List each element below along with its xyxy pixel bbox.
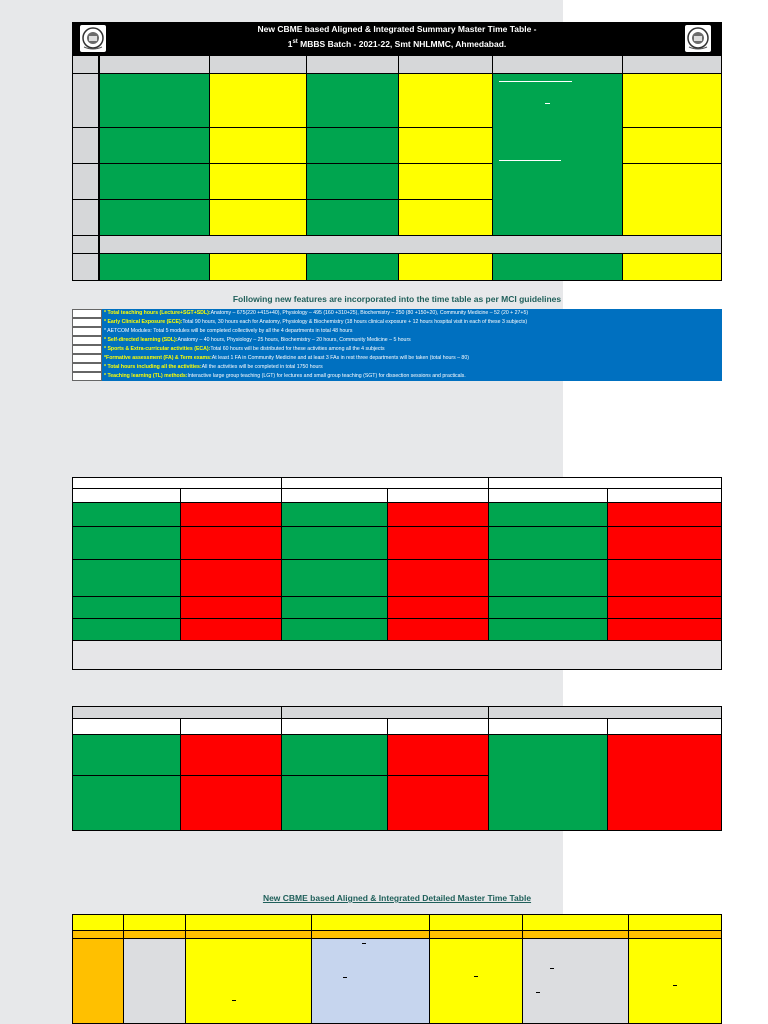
summary-header-bar [72, 22, 722, 56]
header-cell [628, 914, 722, 931]
slot-cell [398, 163, 493, 200]
slot-cell [72, 526, 181, 560]
batch-year-suffix: st [292, 39, 298, 45]
footer-row [72, 640, 722, 670]
dash-mark [536, 992, 540, 993]
day-cell [72, 938, 124, 1024]
sub-header [607, 488, 722, 503]
slot-cell [99, 73, 210, 128]
divider-line [499, 160, 561, 161]
summary-title-line1: New CBME based Aligned & Integrated Summary Master Time Table - [257, 24, 537, 34]
slot-cell [99, 199, 210, 236]
slot-cell [488, 526, 608, 560]
slot-cell [281, 502, 388, 527]
slot-cell [209, 73, 307, 128]
slot-cell [387, 526, 489, 560]
feature-text [102, 372, 722, 381]
feature-item [72, 345, 722, 354]
header-cell [306, 55, 399, 74]
sub-header [72, 718, 181, 735]
slot-cell [607, 559, 722, 597]
detailed-table-title: New CBME based Aligned & Integrated Detailed Master Time Table [262, 893, 532, 903]
slot-cell [387, 596, 489, 619]
slot-cell [180, 596, 282, 619]
feature-item [72, 309, 722, 318]
feature-item [72, 336, 722, 345]
feature-item [72, 318, 722, 327]
batch-title-rest: MBBS Batch - 2021-22, Smt NHLMMC, Ahmedabad. [297, 38, 507, 49]
slot-cell [398, 253, 493, 281]
feature-item [72, 363, 722, 372]
sub-header [488, 718, 608, 735]
slot-cell [209, 163, 307, 200]
slot-cell [622, 163, 722, 236]
slot-cell [281, 559, 388, 597]
slot-cell [180, 526, 282, 560]
slot-cell [387, 502, 489, 527]
feature-detail: Total 60 hours will be distributed for these activities among all the 4 subjects [210, 346, 385, 352]
feature-detail: At least 1 FA in Community Medicine and at least 3 FAs in rest three departments will be taken (total hours – 80) [211, 355, 469, 361]
feature-item [72, 372, 722, 381]
slot-cell [306, 253, 399, 281]
slot-cell [387, 775, 489, 831]
dash-mark [362, 943, 366, 944]
slot-cell [281, 734, 388, 776]
header-cell [185, 914, 312, 931]
header-cell [429, 914, 523, 931]
time-cell [72, 253, 99, 281]
slot-cell [607, 618, 722, 641]
feature-item [72, 354, 722, 363]
feature-label: *Formative assessment (FA) & Term exams: [104, 355, 212, 361]
feature-detail: Interactive large group teaching (LGT) for lectures and small group teaching (SGT) for dissection sessions and practicals. [187, 373, 466, 379]
sub-header [180, 718, 282, 735]
slot-cell [180, 502, 282, 527]
slot-cell [72, 618, 181, 641]
slot-cell [306, 73, 399, 128]
feature-text [102, 327, 722, 336]
feature-index-cell [72, 372, 102, 381]
sub-header [72, 488, 181, 503]
slot-cell [622, 127, 722, 164]
time-cell [72, 127, 99, 164]
slot-cell [398, 73, 493, 128]
sub-header [281, 718, 388, 735]
slot-cell [281, 526, 388, 560]
sub-header [281, 488, 388, 503]
feature-index-cell [72, 345, 102, 354]
sub-header [488, 488, 608, 503]
header-cell [72, 914, 124, 931]
feature-label: * Total hours including all the activities: [104, 364, 202, 370]
dash-mark [673, 985, 677, 986]
feature-detail: Total 90 hours, 30 hours each for Anatomy, Physiology & Biochemistry (18 hours clinical exposure + 12 hours hospital visit in each of these 3 subjects) [182, 319, 528, 325]
header-cell [72, 55, 99, 74]
slot-cell [398, 199, 493, 236]
slot-cell [306, 163, 399, 200]
header-cell [123, 914, 186, 931]
feature-text [102, 363, 722, 372]
batch-year-number: 1 [287, 38, 293, 49]
slot-cell [488, 618, 608, 641]
slot-cell [607, 526, 722, 560]
feature-text [102, 318, 722, 327]
time-cell [72, 73, 99, 128]
slot-cell [72, 596, 181, 619]
feature-index-cell [72, 336, 102, 345]
slot-cell [209, 253, 307, 281]
slot-cell [180, 775, 282, 831]
slot-cell-merged [607, 734, 722, 831]
slot-cell [488, 502, 608, 527]
slot-cell [123, 938, 186, 1024]
feature-index-cell [72, 309, 102, 318]
feature-text [102, 336, 722, 345]
feature-label: * Teaching learning (TL) methods: [104, 373, 188, 379]
feature-label: * Early Clinical Exposure (ECE): [104, 319, 183, 325]
slot-cell [387, 559, 489, 597]
header-cell [209, 55, 307, 74]
slot-cell [281, 775, 388, 831]
slot-cell [99, 253, 210, 281]
sub-header [607, 718, 722, 735]
slot-cell [311, 938, 430, 1024]
slot-cell [72, 775, 181, 831]
slot-cell [628, 938, 722, 1024]
feature-label: * Sports & Extra-curricular activities (ECA): [104, 346, 211, 352]
feature-detail: Anatomy – 675(220 +415+40), Physiology – 495 (160 +310+25), Biochemistry – 250 (80 +150+20), Community Medicine – 52 (20 + 27+5) [210, 310, 529, 316]
slot-cell [522, 938, 629, 1024]
college-logo-right-icon [685, 25, 711, 52]
feature-index-cell [72, 327, 102, 336]
break-row [99, 235, 722, 254]
summary-title [72, 23, 722, 51]
slot-cell [622, 253, 722, 281]
sub-header [387, 488, 489, 503]
header-cell [311, 914, 430, 931]
slot-cell [99, 163, 210, 200]
slot-cell [398, 127, 493, 164]
feature-label: * Self-directed learning (SDL): [104, 337, 178, 343]
feature-index-cell [72, 363, 102, 372]
slot-cell [72, 502, 181, 527]
summary-title-line2 [72, 36, 722, 51]
feature-detail: All the activities will be completed in total 1750 hours [201, 364, 323, 370]
sub-header [180, 488, 282, 503]
slot-cell [281, 618, 388, 641]
slot-cell [306, 127, 399, 164]
slot-cell [387, 734, 489, 776]
slot-cell-merged [488, 734, 608, 831]
slot-cell [180, 618, 282, 641]
slot-cell [180, 734, 282, 776]
slot-cell [488, 596, 608, 619]
feature-label: * Total teaching hours (Lecture+SGT+SDL): [104, 310, 211, 316]
time-cell [72, 163, 99, 200]
feature-text [102, 309, 722, 318]
slot-cell [387, 618, 489, 641]
feature-text [102, 354, 722, 363]
feature-index-cell [72, 354, 102, 363]
time-cell [72, 199, 99, 236]
features-title: Following new features are incorporated into the time table as per MCI guidelines [232, 294, 562, 304]
slot-cell-merged [492, 73, 623, 236]
header-cell [622, 55, 722, 74]
slot-cell [209, 199, 307, 236]
header-cell [398, 55, 493, 74]
dash-mark [550, 968, 554, 969]
slot-cell [180, 559, 282, 597]
slot-cell [185, 938, 312, 1024]
dash-mark [343, 977, 347, 978]
slot-cell [488, 559, 608, 597]
slot-cell [429, 938, 523, 1024]
feature-index-cell [72, 318, 102, 327]
slot-cell [306, 199, 399, 236]
slot-cell [281, 596, 388, 619]
slot-cell [72, 559, 181, 597]
divider-mark [545, 103, 550, 104]
divider-line [499, 81, 572, 82]
slot-cell [607, 502, 722, 527]
header-cell [99, 55, 210, 74]
feature-item [72, 327, 722, 336]
slot-cell [99, 127, 210, 164]
slot-cell [72, 734, 181, 776]
feature-detail: Anatomy – 40 hours, Physiology – 25 hours, Biochemistry – 20 hours, Community Medicine – 5 hours [177, 337, 411, 343]
sub-header [387, 718, 489, 735]
dash-mark [232, 1000, 236, 1001]
slot-cell [622, 73, 722, 128]
slot-cell [209, 127, 307, 164]
time-cell [72, 235, 99, 254]
header-cell [522, 914, 629, 931]
feature-detail: * AETCOM Modules: Total 5 modules will be completed collectively by all the 4 departments in total 48 hours [104, 328, 353, 334]
feature-text [102, 345, 722, 354]
header-cell [492, 55, 623, 74]
slot-cell [607, 596, 722, 619]
dash-mark [474, 976, 478, 977]
slot-cell [492, 253, 623, 281]
